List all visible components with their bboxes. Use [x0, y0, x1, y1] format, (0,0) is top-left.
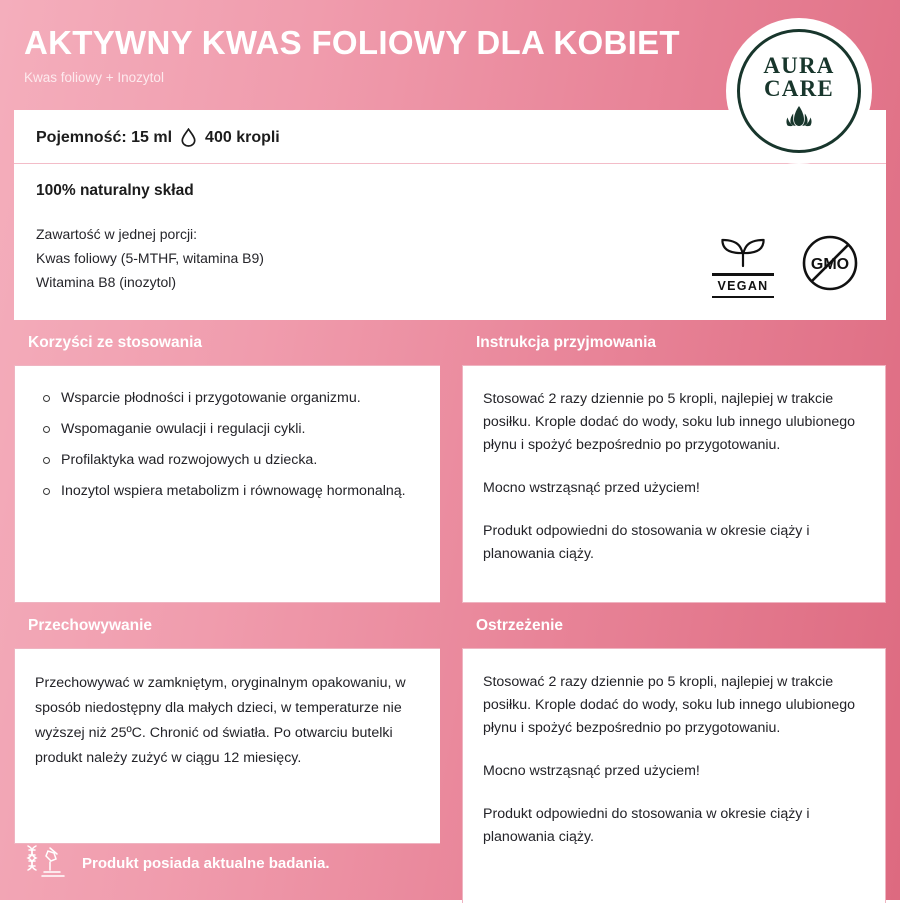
capacity-volume: Pojemność: 15 ml	[36, 128, 173, 146]
warning-paragraph: Mocno wstrząsnąć przed użyciem!	[483, 763, 700, 780]
vegan-label: VEGAN	[717, 278, 769, 293]
logo-text-line1: AURA	[763, 53, 835, 78]
brand-logo	[726, 18, 872, 164]
warning-paragraph: Stosować 2 razy dziennie po 5 kropli, najlepiej w trakcie posiłku. Krople dodać do wody, soku lub innego ulubionego płynu i spożyć bezpośrednio po przygotowaniu.	[483, 674, 856, 737]
benefits-section	[0, 320, 450, 603]
warning-body	[462, 648, 886, 903]
sections-row-one	[0, 320, 900, 603]
logo-text-line2: CARE	[764, 76, 834, 101]
list-item: Inozytol wspiera metabolizm i równowagę hormonalną.	[41, 481, 420, 502]
list-item: Profilaktyka wad rozwojowych u dziecka.	[41, 450, 420, 471]
lotus-icon	[779, 105, 819, 132]
water-drop-icon	[181, 128, 196, 147]
vegan-rule-bottom	[712, 296, 774, 298]
composition-line: Zawartość w jednej porcji:	[36, 226, 198, 242]
composition-line: Kwas foliowy (5-MTHF, witamina B9)	[36, 250, 264, 267]
storage-paragraph: Przechowywać w zamkniętym, oryginalnym opakowaniu, w sposób niedostępny dla małych dzieci, w temperaturze nie wyższej niż 25ºC. Chronić od światła. Po otwarciu butelki produkt należy zużyć w ciągu 12 miesięcy.	[35, 675, 406, 766]
warning-paragraph: Produkt odpowiedni do stosowania w okresie ciąży i planowania ciąży.	[483, 806, 810, 846]
storage-body	[14, 648, 440, 844]
vegan-badge	[712, 236, 774, 298]
list-item: Wspomaganie owulacji i regulacji cykli.	[41, 419, 420, 440]
storage-heading: Przechowywanie	[28, 617, 153, 635]
instructions-body	[462, 365, 886, 603]
benefits-list	[35, 388, 420, 502]
composition-title: 100% naturalny skład	[36, 182, 194, 199]
capacity-drops: 400 kropli	[205, 128, 280, 146]
composition-line: Witamina B8 (inozytol)	[36, 274, 177, 291]
gmo-free-badge	[800, 233, 860, 298]
certification-badges	[712, 233, 860, 298]
page-title: AKTYWNY KWAS FOLIOWY DLA KOBIET	[24, 24, 680, 61]
warning-section	[450, 603, 900, 903]
product-subtitle: Kwas foliowy + Inozytol	[24, 69, 164, 85]
instructions-paragraph: Mocno wstrząsnąć przed użyciem!	[483, 480, 700, 497]
instructions-heading: Instrukcja przyjmowania	[476, 334, 657, 352]
research-footer	[0, 828, 450, 900]
list-item: Wsparcie płodności i przygotowanie organizmu.	[41, 388, 420, 409]
warning-heading: Ostrzeżenie	[476, 617, 564, 635]
composition-block	[14, 164, 886, 320]
instructions-paragraph: Produkt odpowiedni do stosowania w okresie ciąży i planowania ciąży.	[483, 523, 810, 563]
sprout-leaves-icon	[716, 236, 770, 273]
research-text: Produkt posiada aktualne badania.	[82, 855, 330, 873]
benefits-heading: Korzyści ze stosowania	[28, 334, 203, 352]
benefits-body	[14, 365, 440, 603]
instructions-paragraph: Stosować 2 razy dziennie po 5 kropli, najlepiej w trakcie posiłku. Krople dodać do wody, soku lub innego ulubionego płynu i spożyć bezpośrednio po przygotowaniu.	[483, 391, 856, 454]
vegan-rule-top	[712, 273, 774, 275]
no-gmo-icon	[800, 233, 860, 298]
logo-ring	[737, 29, 861, 153]
microscope-dna-icon	[24, 842, 66, 887]
instructions-section	[450, 320, 900, 603]
svg-text:GMO: GMO	[810, 256, 850, 274]
